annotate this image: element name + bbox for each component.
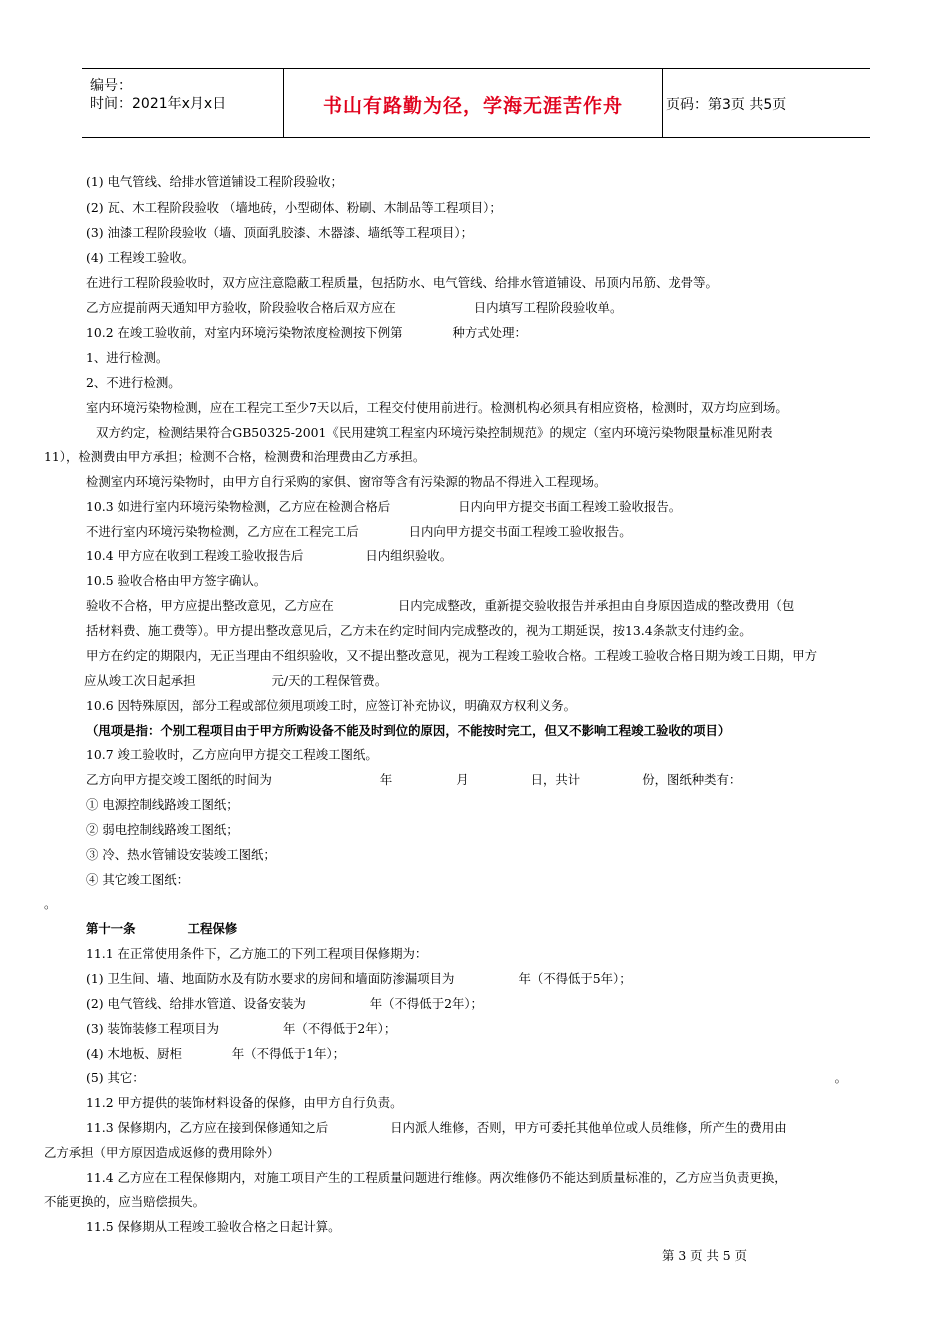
text-line: 10.7 竣工验收时，乙方应向甲方提交工程竣工图纸。 — [86, 747, 378, 762]
text-line: 11.2 甲方提供的装饰材料设备的保修，由甲方自行负责。 — [86, 1095, 403, 1110]
text-segment: 10.2 在竣工验收前，对室内环境污染物浓度检测按下例第 — [86, 325, 403, 340]
article-number: 第十一条 — [86, 921, 136, 936]
article-title: 工程保修 — [187, 921, 238, 936]
text-line: (3) 油漆工程阶段验收（墙、顶面乳胶漆、木器漆、墙纸等工程项目）； — [86, 225, 474, 240]
document-number-label: 编号： — [90, 78, 132, 94]
text-segment: (3) 装饰装修工程项目为 — [86, 1021, 220, 1036]
text-line: 乙方承担（甲方原因造成返修的费用除外） — [44, 1145, 280, 1160]
text-line — [86, 994, 483, 1012]
text-line: 1、进行检测。 — [86, 350, 169, 365]
text-segment: 11.3 保修期内，乙方应在接到保修通知之后 — [86, 1120, 329, 1135]
text-line: 11.1 在正常使用条件下，乙方施工的下列工程项目保修期为： — [86, 946, 428, 961]
text-line: 10.5 验收合格由甲方签字确认。 — [86, 573, 267, 588]
text-segment: 元/天的工程保管费。 — [271, 673, 388, 688]
text-segment: 年 — [379, 772, 393, 787]
text-segment: 乙方应提前两天通知甲方验收，阶段验收合格后双方应在 — [86, 300, 396, 315]
text-line: 括材料费、施工费等）。甲方提出整改意见后，乙方未在约定时间内完成整改的，视为工期延误，按13.4条款支付违约金。 — [86, 623, 752, 638]
text-line — [86, 323, 527, 341]
text-line — [86, 298, 622, 316]
text-line — [86, 1068, 847, 1086]
text-line: 在进行工程阶段验收时，双方应注意隐蔽工程质量，包括防水、电气管线、给排水管道铺设、吊顶内吊筋、龙骨等。 — [86, 275, 718, 290]
text-segment: 月 — [456, 772, 469, 787]
text-line — [86, 596, 794, 614]
text-line — [84, 671, 387, 689]
text-segment: 应从竣工次日起承担 — [84, 673, 196, 688]
text-line: (1) 电气管线、给排水管道铺设工程阶段验收； — [86, 174, 343, 189]
text-line: 11.5 保修期从工程竣工验收合格之日起计算。 — [86, 1219, 341, 1234]
text-line: 2、不进行检测。 — [86, 375, 181, 390]
text-segment: 日内填写工程阶段验收单。 — [473, 300, 623, 315]
text-line — [86, 497, 681, 515]
text-line: ② 弱电控制线路竣工图纸； — [86, 822, 239, 837]
text-segment: 。 — [834, 1070, 848, 1085]
text-segment: 日内向甲方提交书面工程竣工验收报告。 — [408, 524, 632, 539]
text-line: 11），检测费由甲方承担；检测不合格，检测费和治理费由乙方承担。 — [44, 449, 426, 464]
text-line: (4) 工程竣工验收。 — [86, 250, 195, 265]
text-segment: 年（不得低于1年）； — [231, 1046, 346, 1061]
text-segment: 年（不得低于2年）； — [283, 1021, 397, 1036]
text-line: 甲方在约定的期限内，无正当理由不组织验收，又不提出整改意见，视为工程竣工验收合格。工程竣工验收合格日期为竣工日期，甲方 — [86, 648, 818, 663]
text-line: 双方约定，检测结果符合GB50325-2001《民用建筑工程室内环境污染控制规范》的规定（室内环境污染物限量标准见附表 — [96, 425, 773, 440]
header-right-cell — [662, 69, 870, 137]
text-line: 检测室内环境污染物时，由甲方自行采购的家俱、窗帘等含有污染源的物品不得进入工程现场。 — [86, 474, 607, 489]
text-segment: 年（不得低于2年）； — [369, 996, 483, 1011]
text-segment: 日内派人维修，否则，甲方可委托其他单位或人员维修，所产生的费用由 — [390, 1120, 787, 1135]
text-line: 室内环境污染物检测，应在工程完工至少7天以后，工程交付使用前进行。检测机构必须具有相应资格，检测时，双方均应到场。 — [86, 400, 788, 415]
page-header — [82, 68, 870, 138]
text-line: ③ 冷、热水管铺设安装竣工图纸； — [86, 847, 276, 862]
text-segment: 日内完成整改，重新提交验收报告并承担由自身原因造成的整改费用（包 — [397, 598, 795, 613]
text-segment: (2) 电气管线、给排水管道、设备安装为 — [86, 996, 306, 1011]
text-line — [86, 969, 632, 987]
text-line: （甩项是指：个别工程项目由于甲方所购设备不能及时到位的原因，不能按时完工，但又不影响工程竣工验收的项目） — [86, 723, 731, 738]
text-line — [86, 1019, 396, 1037]
section-heading — [86, 919, 237, 937]
text-line: (2) 瓦、木工程阶段验收 （墙地砖，小型砌体、粉刷、木制品等工程项目）； — [86, 200, 502, 215]
text-segment: 日，共计 — [530, 772, 581, 787]
text-line — [86, 1118, 787, 1136]
text-line — [86, 1044, 345, 1062]
header-left-cell — [82, 69, 283, 137]
text-segment: 不进行室内环境污染物检测，乙方应在工程完工后 — [86, 524, 359, 539]
motto: 书山有路勤为径，学海无涯苦作舟 — [322, 95, 623, 117]
text-line: ④ 其它竣工图纸： — [86, 872, 190, 887]
text-line — [86, 522, 632, 540]
text-segment: 年（不得低于5年）； — [518, 971, 632, 986]
text-line — [86, 546, 452, 564]
date-label: 时间：2021年x月x日 — [90, 96, 227, 112]
text-segment: 日内向甲方提交书面工程竣工验收报告。 — [458, 499, 682, 514]
page-footer: 第 3 页 共 5 页 — [662, 1248, 748, 1263]
text-segment: (4) 木地板、厨柜 — [86, 1046, 182, 1061]
text-segment: 乙方向甲方提交竣工图纸的时间为 — [86, 772, 272, 787]
text-segment: 日内组织验收。 — [365, 548, 453, 563]
text-segment: 验收不合格，甲方应提出整改意见，乙方应在 — [86, 598, 334, 613]
text-line: 。 — [44, 896, 57, 911]
text-line: 11.4 乙方应在工程保修期内，对施工项目产生的工程质量问题进行维修。两次维修仍不能达到质量标准的，乙方应当负责更换， — [86, 1170, 787, 1185]
text-segment: 种方式处理： — [452, 325, 527, 340]
text-line — [86, 770, 741, 788]
text-line: ① 电源控制线路竣工图纸； — [86, 797, 239, 812]
text-segment: (1) 卫生间、墙、地面防水及有防水要求的房间和墙面防渗漏项目为 — [86, 971, 455, 986]
text-line: 10.6 因特殊原因，部分工程或部位须甩项竣工时，应签订补充协议，明确双方权利义务。 — [86, 698, 576, 713]
text-segment: 10.3 如进行室内环境污染物检测，乙方应在检测合格后 — [86, 499, 391, 514]
text-line: 不能更换的，应当赔偿损失。 — [44, 1194, 206, 1209]
text-segment: 份，图纸种类有： — [642, 772, 742, 787]
header-center-cell — [283, 69, 663, 137]
page-number-label: 页码：第3页 共5页 — [666, 97, 787, 113]
text-segment: (5) 其它： — [86, 1070, 145, 1085]
text-segment: 10.4 甲方应在收到工程竣工验收报告后 — [86, 548, 304, 563]
